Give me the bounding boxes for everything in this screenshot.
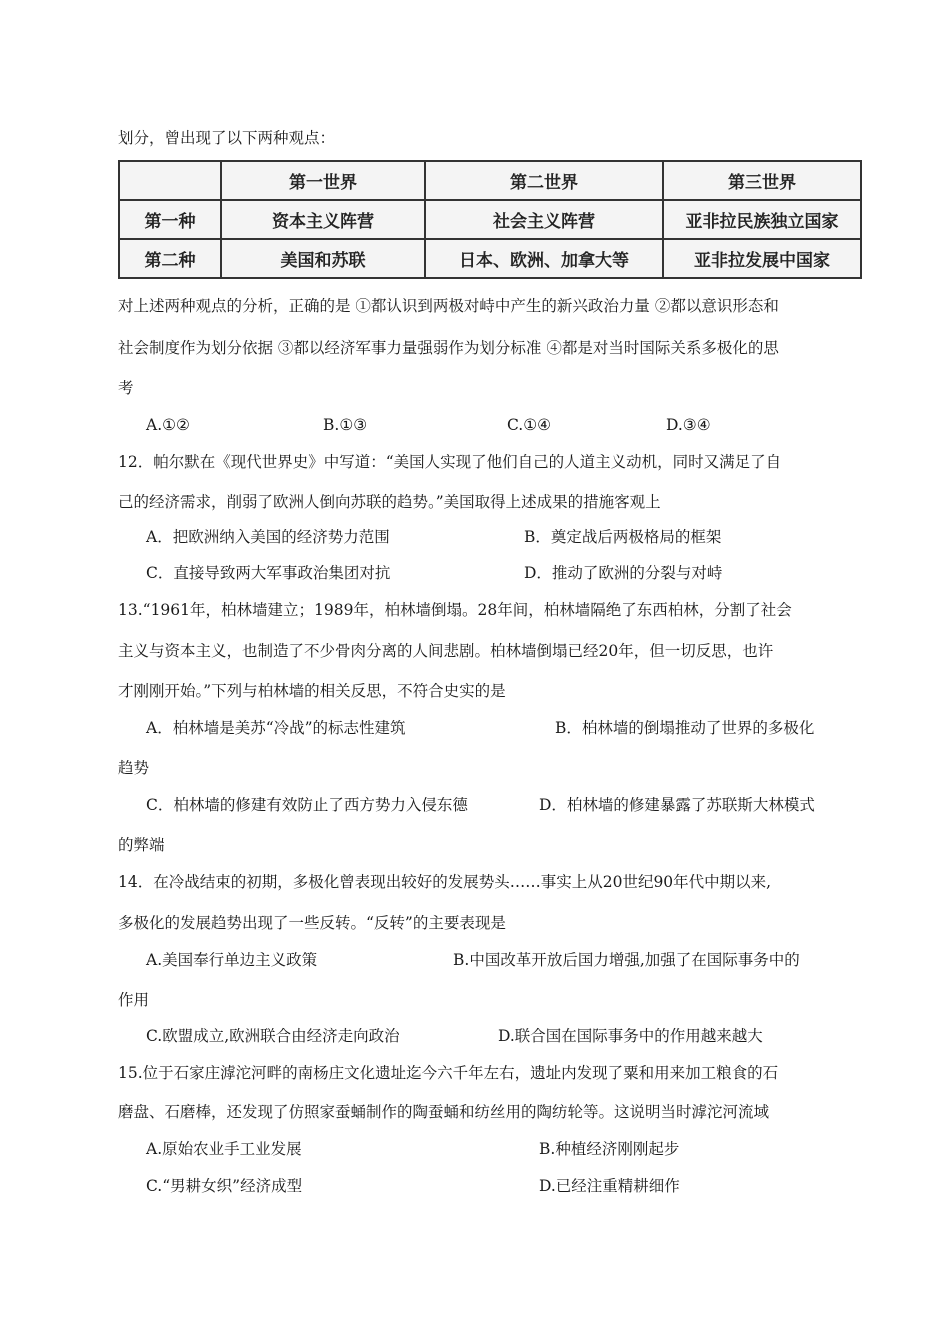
table-cell: 第二世界 xyxy=(425,161,663,200)
q11-stem-line: 考 xyxy=(118,379,134,397)
world-division-table xyxy=(118,160,862,279)
q11-option-b: B.①③ xyxy=(323,416,368,434)
q14-stem-line: 14．在冷战结束的初期，多极化曾表现出较好的发展势头……事实上从20世纪90年代中期以来, xyxy=(118,873,772,891)
table-cell: 美国和苏联 xyxy=(221,239,425,278)
q15-stem-line: 磨盘、石磨棒，还发现了仿照家蚕蛹制作的陶蚕蛹和纺丝用的陶纺轮等。这说明当时滹沱河流域 xyxy=(118,1103,770,1121)
table-row xyxy=(119,239,861,278)
q13-stem-line: 才刚刚开始。”下列与柏林墙的相关反思，不符合史实的是 xyxy=(118,682,506,700)
q11-option-d: D.③④ xyxy=(666,416,711,434)
q15-option-d: D.已经注重精耕细作 xyxy=(539,1177,680,1195)
table-cell: 社会主义阵营 xyxy=(425,200,663,239)
q13-option-b: B．柏林墙的倒塌推动了世界的多极化 xyxy=(555,719,815,737)
q13-option-d-cont: 的弊端 xyxy=(118,836,165,854)
q13-option-a: A．柏林墙是美苏“冷战”的标志性建筑 xyxy=(146,719,406,737)
q12-stem-line: 12．帕尔默在《现代世界史》中写道：“美国人实现了他们自己的人道主义动机，同时又满足了自 xyxy=(118,453,782,471)
q11-option-c: C.①④ xyxy=(507,416,552,434)
q12-stem-line: 己的经济需求，削弱了欧洲人倒向苏联的趋势。”美国取得上述成果的措施客观上 xyxy=(118,493,661,511)
table-cell: 第一世界 xyxy=(221,161,425,200)
q12-option-d: D．推动了欧洲的分裂与对峙 xyxy=(524,564,723,582)
table-cell xyxy=(119,161,221,200)
q11-option-a: A.①② xyxy=(146,416,190,434)
q14-option-d: D.联合国在国际事务中的作用越来越大 xyxy=(498,1027,763,1045)
q12-option-b: B．奠定战后两极格局的框架 xyxy=(524,528,722,546)
q13-option-b-cont: 趋势 xyxy=(118,759,150,777)
q11-stem-line: 对上述两种观点的分析，正确的是 ①都认识到两极对峙中产生的新兴政治力量 ②都以意识形态和 xyxy=(118,297,779,315)
q14-stem-line: 多极化的发展趋势出现了一些反转。“反转”的主要表现是 xyxy=(118,914,506,932)
q13-stem-line: 主义与资本主义，也制造了不少骨肉分离的人间悲剧。柏林墙倒塌已经20年，但一切反思，也许 xyxy=(118,642,774,660)
table-cell: 第一种 xyxy=(119,200,221,239)
q13-option-c: C．柏林墙的修建有效防止了西方势力入侵东德 xyxy=(146,796,468,814)
table-cell: 资本主义阵营 xyxy=(221,200,425,239)
table-cell: 日本、欧洲、加拿大等 xyxy=(425,239,663,278)
q14-option-c: C.欧盟成立,欧洲联合由经济走向政治 xyxy=(146,1027,400,1045)
table-cell: 亚非拉发展中国家 xyxy=(663,239,861,278)
q13-option-d: D．柏林墙的修建暴露了苏联斯大林模式 xyxy=(539,796,815,814)
table-row xyxy=(119,200,861,239)
q15-option-a: A.原始农业手工业发展 xyxy=(146,1140,302,1158)
intro-line: 划分，曾出现了以下两种观点： xyxy=(118,129,336,147)
q12-option-c: C．直接导致两大军事政治集团对抗 xyxy=(146,564,391,582)
q13-stem-line: 13.“1961年，柏林墙建立；1989年，柏林墙倒塌。28年间，柏林墙隔绝了东西柏林，分割了社会 xyxy=(118,601,792,619)
table-cell: 第三世界 xyxy=(663,161,861,200)
q14-option-b-cont: 作用 xyxy=(118,991,150,1009)
q15-option-c: C.“男耕女织”经济成型 xyxy=(146,1177,303,1195)
table-cell: 亚非拉民族独立国家 xyxy=(663,200,861,239)
q12-option-a: A．把欧洲纳入美国的经济势力范围 xyxy=(146,528,390,546)
q14-option-b: B.中国改革开放后国力增强,加强了在国际事务中的 xyxy=(453,951,800,969)
q11-stem-line: 社会制度作为划分依据 ③都以经济军事力量强弱作为划分标准 ④都是对当时国际关系多极化的思 xyxy=(118,339,779,357)
table-header-row xyxy=(119,161,861,200)
table-cell: 第二种 xyxy=(119,239,221,278)
q15-stem-line: 15.位于石家庄滹沱河畔的南杨庄文化遗址迄今六千年左右，遗址内发现了粟和用来加工粮食的石 xyxy=(118,1064,779,1082)
q15-option-b: B.种植经济刚刚起步 xyxy=(539,1140,680,1158)
q14-option-a: A.美国奉行单边主义政策 xyxy=(146,951,318,969)
